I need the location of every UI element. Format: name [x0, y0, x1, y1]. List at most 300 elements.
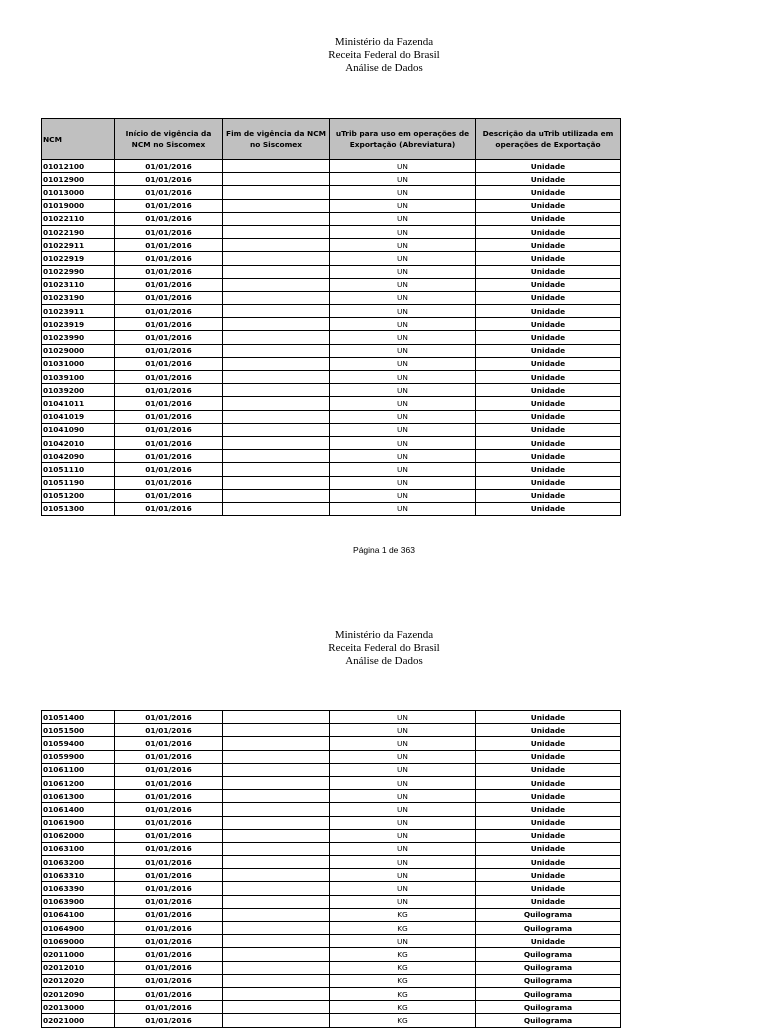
utrib-desc-cell: Unidade [476, 816, 621, 829]
utrib-desc-cell: Quilograma [476, 908, 621, 921]
utrib-abbr-cell: UN [330, 331, 476, 344]
table-row [42, 278, 621, 291]
start-date-cell: 01/01/2016 [115, 948, 223, 961]
utrib-abbr-cell: KG [330, 974, 476, 987]
utrib-abbr-cell: UN [330, 305, 476, 318]
table-row [42, 908, 621, 921]
end-date-cell [223, 922, 330, 935]
end-date-cell [223, 724, 330, 737]
page-header [0, 36, 768, 75]
utrib-desc-cell: Unidade [476, 842, 621, 855]
table-row [42, 803, 621, 816]
utrib-desc-cell: Unidade [476, 371, 621, 384]
end-date-cell [223, 212, 330, 225]
utrib-desc-cell: Unidade [476, 344, 621, 357]
ncm-code-cell: 01069000 [42, 935, 115, 948]
table-row [42, 489, 621, 502]
end-date-cell [223, 974, 330, 987]
table-row [42, 750, 621, 763]
end-date-cell [223, 199, 330, 212]
ncm-code-cell: 01059400 [42, 737, 115, 750]
start-date-cell: 01/01/2016 [115, 265, 223, 278]
ncm-code-cell: 01063900 [42, 895, 115, 908]
start-date-cell: 01/01/2016 [115, 502, 223, 515]
end-date-cell [223, 239, 330, 252]
utrib-abbr-cell: UN [330, 384, 476, 397]
ncm-code-cell: 01061100 [42, 763, 115, 776]
utrib-abbr-cell: UN [330, 737, 476, 750]
start-date-cell: 01/01/2016 [115, 829, 223, 842]
ncm-table [41, 118, 621, 516]
start-date-cell: 01/01/2016 [115, 186, 223, 199]
utrib-abbr-cell: UN [330, 225, 476, 238]
start-date-cell: 01/01/2016 [115, 724, 223, 737]
start-date-cell: 01/01/2016 [115, 922, 223, 935]
table-row [42, 371, 621, 384]
ncm-code-cell: 01061400 [42, 803, 115, 816]
col-header-utrib-abbr: uTrib para uso em operações de Exportação (Abreviatura) [330, 119, 476, 160]
ncm-code-cell: 02013000 [42, 1001, 115, 1014]
page-header [0, 629, 768, 668]
utrib-desc-cell: Unidade [476, 331, 621, 344]
start-date-cell: 01/01/2016 [115, 252, 223, 265]
ncm-code-cell: 01022190 [42, 225, 115, 238]
utrib-abbr-cell: UN [330, 489, 476, 502]
end-date-cell [223, 344, 330, 357]
utrib-abbr-cell: UN [330, 463, 476, 476]
utrib-abbr-cell: KG [330, 948, 476, 961]
utrib-abbr-cell: UN [330, 711, 476, 724]
table-row [42, 882, 621, 895]
ncm-code-cell: 01061300 [42, 790, 115, 803]
ncm-code-cell: 01041090 [42, 423, 115, 436]
ncm-code-cell: 01042090 [42, 450, 115, 463]
utrib-desc-cell: Unidade [476, 882, 621, 895]
utrib-abbr-cell: UN [330, 252, 476, 265]
table-row [42, 173, 621, 186]
utrib-desc-cell: Unidade [476, 199, 621, 212]
start-date-cell: 01/01/2016 [115, 410, 223, 423]
start-date-cell: 01/01/2016 [115, 318, 223, 331]
col-header-ncm: NCM [42, 119, 115, 160]
section-line: Análise de Dados [345, 655, 423, 667]
col-header-start: Início de vigência da NCM no Siscomex [115, 119, 223, 160]
start-date-cell: 01/01/2016 [115, 160, 223, 173]
ncm-code-cell: 01023190 [42, 291, 115, 304]
end-date-cell [223, 502, 330, 515]
start-date-cell: 01/01/2016 [115, 1014, 223, 1027]
utrib-abbr-cell: UN [330, 790, 476, 803]
end-date-cell [223, 278, 330, 291]
ncm-code-cell: 01022110 [42, 212, 115, 225]
utrib-abbr-cell: KG [330, 922, 476, 935]
table-row [42, 829, 621, 842]
ncm-code-cell: 01013000 [42, 186, 115, 199]
table-row [42, 1001, 621, 1014]
utrib-abbr-cell: UN [330, 436, 476, 449]
end-date-cell [223, 384, 330, 397]
start-date-cell: 01/01/2016 [115, 344, 223, 357]
utrib-desc-cell: Unidade [476, 776, 621, 789]
utrib-abbr-cell: KG [330, 1014, 476, 1027]
page-footer: Página 1 de 363 [353, 545, 415, 555]
start-date-cell: 01/01/2016 [115, 711, 223, 724]
table-row [42, 212, 621, 225]
ncm-code-cell: 01041011 [42, 397, 115, 410]
utrib-desc-cell: Unidade [476, 278, 621, 291]
utrib-abbr-cell: UN [330, 829, 476, 842]
start-date-cell: 01/01/2016 [115, 1001, 223, 1014]
agency-line: Receita Federal do Brasil [328, 49, 440, 61]
ncm-code-cell: 01023911 [42, 305, 115, 318]
end-date-cell [223, 869, 330, 882]
utrib-desc-cell: Unidade [476, 724, 621, 737]
end-date-cell [223, 948, 330, 961]
ncm-code-cell: 01019000 [42, 199, 115, 212]
utrib-abbr-cell: UN [330, 239, 476, 252]
utrib-desc-cell: Unidade [476, 423, 621, 436]
utrib-desc-cell: Unidade [476, 869, 621, 882]
utrib-abbr-cell: UN [330, 199, 476, 212]
ncm-code-cell: 01061200 [42, 776, 115, 789]
ncm-code-cell: 01061900 [42, 816, 115, 829]
start-date-cell: 01/01/2016 [115, 278, 223, 291]
start-date-cell: 01/01/2016 [115, 869, 223, 882]
utrib-abbr-cell: UN [330, 410, 476, 423]
start-date-cell: 01/01/2016 [115, 371, 223, 384]
ncm-code-cell: 02012020 [42, 974, 115, 987]
end-date-cell [223, 961, 330, 974]
start-date-cell: 01/01/2016 [115, 987, 223, 1000]
utrib-desc-cell: Unidade [476, 186, 621, 199]
end-date-cell [223, 160, 330, 173]
utrib-abbr-cell: UN [330, 371, 476, 384]
utrib-desc-cell: Unidade [476, 750, 621, 763]
end-date-cell [223, 763, 330, 776]
end-date-cell [223, 790, 330, 803]
end-date-cell [223, 291, 330, 304]
end-date-cell [223, 750, 330, 763]
ncm-code-cell: 01041019 [42, 410, 115, 423]
table-row [42, 318, 621, 331]
utrib-abbr-cell: UN [330, 882, 476, 895]
utrib-abbr-cell: UN [330, 318, 476, 331]
end-date-cell [223, 489, 330, 502]
start-date-cell: 01/01/2016 [115, 882, 223, 895]
utrib-desc-cell: Unidade [476, 225, 621, 238]
start-date-cell: 01/01/2016 [115, 384, 223, 397]
end-date-cell [223, 318, 330, 331]
ncm-code-cell: 01051190 [42, 476, 115, 489]
table-row [42, 199, 621, 212]
end-date-cell [223, 895, 330, 908]
table-row [42, 842, 621, 855]
col-header-utrib-desc: Descrição da uTrib utilizada em operações de Exportação [476, 119, 621, 160]
utrib-desc-cell: Unidade [476, 829, 621, 842]
ncm-code-cell: 02021000 [42, 1014, 115, 1027]
table-header-row [42, 119, 621, 160]
start-date-cell: 01/01/2016 [115, 961, 223, 974]
ncm-code-cell: 01064900 [42, 922, 115, 935]
table-row [42, 450, 621, 463]
ncm-code-cell: 01051300 [42, 502, 115, 515]
utrib-desc-cell: Unidade [476, 856, 621, 869]
table-row [42, 895, 621, 908]
table-row [42, 987, 621, 1000]
ncm-code-cell: 02011000 [42, 948, 115, 961]
ncm-code-cell: 01022919 [42, 252, 115, 265]
utrib-abbr-cell: UN [330, 763, 476, 776]
utrib-abbr-cell: UN [330, 803, 476, 816]
utrib-abbr-cell: UN [330, 344, 476, 357]
end-date-cell [223, 371, 330, 384]
ncm-code-cell: 02012090 [42, 987, 115, 1000]
ncm-code-cell: 01022911 [42, 239, 115, 252]
utrib-abbr-cell: UN [330, 724, 476, 737]
table-row [42, 423, 621, 436]
end-date-cell [223, 252, 330, 265]
utrib-desc-cell: Unidade [476, 476, 621, 489]
end-date-cell [223, 856, 330, 869]
start-date-cell: 01/01/2016 [115, 199, 223, 212]
table-row [42, 186, 621, 199]
table-row [42, 737, 621, 750]
end-date-cell [223, 397, 330, 410]
end-date-cell [223, 908, 330, 921]
utrib-abbr-cell: UN [330, 212, 476, 225]
table-row [42, 724, 621, 737]
start-date-cell: 01/01/2016 [115, 908, 223, 921]
ncm-code-cell: 01063390 [42, 882, 115, 895]
table-row [42, 305, 621, 318]
end-date-cell [223, 776, 330, 789]
utrib-desc-cell: Unidade [476, 252, 621, 265]
start-date-cell: 01/01/2016 [115, 423, 223, 436]
table-row [42, 476, 621, 489]
ncm-code-cell: 01042010 [42, 436, 115, 449]
table-row [42, 252, 621, 265]
utrib-desc-cell: Unidade [476, 239, 621, 252]
ncm-code-cell: 01063100 [42, 842, 115, 855]
utrib-abbr-cell: UN [330, 856, 476, 869]
utrib-abbr-cell: UN [330, 397, 476, 410]
utrib-desc-cell: Unidade [476, 895, 621, 908]
end-date-cell [223, 331, 330, 344]
end-date-cell [223, 186, 330, 199]
start-date-cell: 01/01/2016 [115, 489, 223, 502]
table-row [42, 436, 621, 449]
table-row [42, 776, 621, 789]
utrib-desc-cell: Unidade [476, 318, 621, 331]
table-row [42, 502, 621, 515]
end-date-cell [223, 423, 330, 436]
table-row [42, 763, 621, 776]
utrib-desc-cell: Quilograma [476, 1014, 621, 1027]
col-header-end: Fim de vigência da NCM no Siscomex [223, 119, 330, 160]
ncm-code-cell: 01051400 [42, 711, 115, 724]
ncm-code-cell: 01063200 [42, 856, 115, 869]
end-date-cell [223, 711, 330, 724]
utrib-desc-cell: Unidade [476, 384, 621, 397]
utrib-abbr-cell: KG [330, 987, 476, 1000]
utrib-desc-cell: Unidade [476, 489, 621, 502]
start-date-cell: 01/01/2016 [115, 842, 223, 855]
ministry-line: Ministério da Fazenda [334, 629, 434, 641]
start-date-cell: 01/01/2016 [115, 291, 223, 304]
table-row [42, 948, 621, 961]
end-date-cell [223, 410, 330, 423]
ncm-code-cell: 01031000 [42, 357, 115, 370]
end-date-cell [223, 476, 330, 489]
agency-line: Receita Federal do Brasil [328, 642, 440, 654]
ncm-code-cell: 01039100 [42, 371, 115, 384]
utrib-desc-cell: Unidade [476, 212, 621, 225]
table-row [42, 291, 621, 304]
end-date-cell [223, 463, 330, 476]
utrib-abbr-cell: UN [330, 869, 476, 882]
utrib-abbr-cell: UN [330, 357, 476, 370]
utrib-desc-cell: Unidade [476, 173, 621, 186]
utrib-desc-cell: Unidade [476, 935, 621, 948]
start-date-cell: 01/01/2016 [115, 803, 223, 816]
start-date-cell: 01/01/2016 [115, 737, 223, 750]
start-date-cell: 01/01/2016 [115, 974, 223, 987]
utrib-desc-cell: Unidade [476, 436, 621, 449]
utrib-abbr-cell: UN [330, 291, 476, 304]
end-date-cell [223, 829, 330, 842]
table-row [42, 265, 621, 278]
utrib-abbr-cell: UN [330, 935, 476, 948]
utrib-desc-cell: Unidade [476, 265, 621, 278]
utrib-desc-cell: Unidade [476, 357, 621, 370]
start-date-cell: 01/01/2016 [115, 212, 223, 225]
utrib-abbr-cell: UN [330, 186, 476, 199]
utrib-desc-cell: Quilograma [476, 922, 621, 935]
ncm-code-cell: 01051500 [42, 724, 115, 737]
utrib-desc-cell: Unidade [476, 737, 621, 750]
start-date-cell: 01/01/2016 [115, 750, 223, 763]
end-date-cell [223, 803, 330, 816]
table-row [42, 463, 621, 476]
ncm-code-cell: 01064100 [42, 908, 115, 921]
ncm-code-cell: 01012900 [42, 173, 115, 186]
start-date-cell: 01/01/2016 [115, 239, 223, 252]
ncm-code-cell: 01059900 [42, 750, 115, 763]
utrib-desc-cell: Quilograma [476, 987, 621, 1000]
utrib-desc-cell: Unidade [476, 463, 621, 476]
end-date-cell [223, 1001, 330, 1014]
ncm-table [41, 710, 621, 1028]
table-row [42, 935, 621, 948]
ncm-code-cell: 01022990 [42, 265, 115, 278]
utrib-desc-cell: Unidade [476, 790, 621, 803]
start-date-cell: 01/01/2016 [115, 816, 223, 829]
start-date-cell: 01/01/2016 [115, 357, 223, 370]
start-date-cell: 01/01/2016 [115, 856, 223, 869]
end-date-cell [223, 816, 330, 829]
utrib-abbr-cell: UN [330, 750, 476, 763]
end-date-cell [223, 737, 330, 750]
table-row [42, 816, 621, 829]
end-date-cell [223, 987, 330, 1000]
utrib-desc-cell: Unidade [476, 763, 621, 776]
end-date-cell [223, 1014, 330, 1027]
start-date-cell: 01/01/2016 [115, 331, 223, 344]
start-date-cell: 01/01/2016 [115, 895, 223, 908]
end-date-cell [223, 436, 330, 449]
start-date-cell: 01/01/2016 [115, 776, 223, 789]
start-date-cell: 01/01/2016 [115, 397, 223, 410]
table-row [42, 397, 621, 410]
ncm-code-cell: 01029000 [42, 344, 115, 357]
start-date-cell: 01/01/2016 [115, 436, 223, 449]
start-date-cell: 01/01/2016 [115, 463, 223, 476]
utrib-abbr-cell: KG [330, 961, 476, 974]
ncm-code-cell: 01023990 [42, 331, 115, 344]
start-date-cell: 01/01/2016 [115, 790, 223, 803]
ncm-code-cell: 01023110 [42, 278, 115, 291]
utrib-abbr-cell: KG [330, 908, 476, 921]
utrib-abbr-cell: UN [330, 160, 476, 173]
end-date-cell [223, 357, 330, 370]
utrib-abbr-cell: UN [330, 265, 476, 278]
table-row [42, 1014, 621, 1027]
utrib-desc-cell: Unidade [476, 397, 621, 410]
table-row [42, 225, 621, 238]
utrib-abbr-cell: UN [330, 450, 476, 463]
utrib-abbr-cell: UN [330, 895, 476, 908]
start-date-cell: 01/01/2016 [115, 476, 223, 489]
table-row [42, 239, 621, 252]
table-row [42, 344, 621, 357]
ncm-code-cell: 01023919 [42, 318, 115, 331]
ncm-code-cell: 01039200 [42, 384, 115, 397]
ncm-code-cell: 01063310 [42, 869, 115, 882]
start-date-cell: 01/01/2016 [115, 450, 223, 463]
utrib-desc-cell: Unidade [476, 305, 621, 318]
utrib-desc-cell: Unidade [476, 160, 621, 173]
table-row [42, 160, 621, 173]
end-date-cell [223, 450, 330, 463]
utrib-abbr-cell: UN [330, 842, 476, 855]
start-date-cell: 01/01/2016 [115, 763, 223, 776]
table-row [42, 974, 621, 987]
end-date-cell [223, 935, 330, 948]
utrib-desc-cell: Unidade [476, 450, 621, 463]
utrib-desc-cell: Quilograma [476, 948, 621, 961]
end-date-cell [223, 265, 330, 278]
utrib-abbr-cell: UN [330, 502, 476, 515]
start-date-cell: 01/01/2016 [115, 305, 223, 318]
ncm-code-cell: 01062000 [42, 829, 115, 842]
table-row [42, 869, 621, 882]
ncm-code-cell: 01012100 [42, 160, 115, 173]
utrib-desc-cell: Unidade [476, 711, 621, 724]
ncm-code-cell: 01051110 [42, 463, 115, 476]
start-date-cell: 01/01/2016 [115, 173, 223, 186]
table-row [42, 790, 621, 803]
utrib-abbr-cell: UN [330, 278, 476, 291]
utrib-desc-cell: Unidade [476, 502, 621, 515]
table-row [42, 331, 621, 344]
ministry-line: Ministério da Fazenda [334, 36, 434, 48]
end-date-cell [223, 842, 330, 855]
end-date-cell [223, 305, 330, 318]
utrib-desc-cell: Quilograma [476, 1001, 621, 1014]
start-date-cell: 01/01/2016 [115, 935, 223, 948]
section-line: Análise de Dados [345, 62, 423, 74]
utrib-abbr-cell: UN [330, 776, 476, 789]
